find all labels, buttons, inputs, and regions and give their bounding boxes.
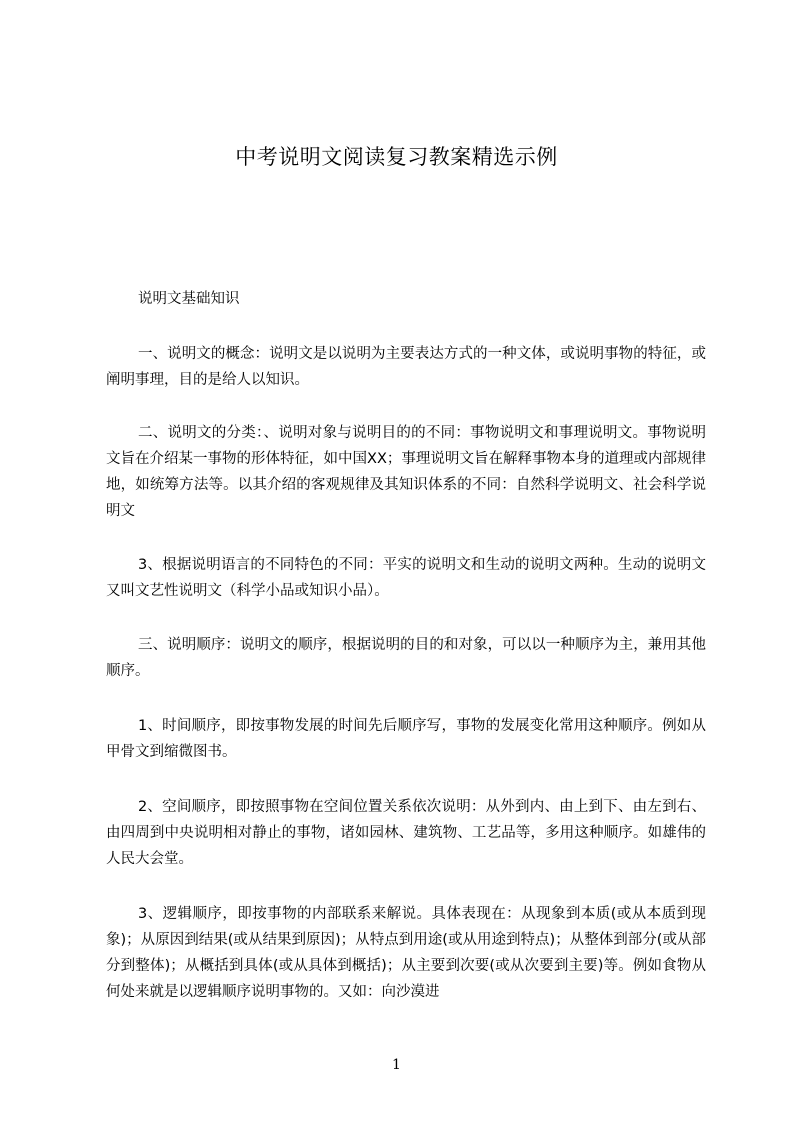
paragraph-explanation-order: 三、说明顺序：说明文的顺序，根据说明的目的和对象，可以以一种顺序为主，兼用其他顺序。 — [106, 637, 706, 679]
paragraph-concept: 一、说明文的概念：说明文是以说明为主要表达方式的一种文体，或说明事物的特征，或阐明事理，目的是给人以知识。 — [106, 346, 706, 388]
page-title: 中考说明文阅读复习教案精选示例 — [235, 145, 558, 169]
section-heading: 说明文基础知识 — [138, 291, 240, 307]
paragraph-language-style: 3、根据说明语言的不同特色的不同：平实的说明文和生动的说明文两种。生动的说明文又叫文艺性说明文（科学小品或知识小品）。 — [106, 557, 706, 599]
paragraph-time-order: 1、时间顺序，即按事物发展的时间先后顺序写，事物的发展变化常用这种顺序。例如从甲骨文到缩微图书。 — [106, 718, 706, 760]
paragraph-logic-order: 3、逻辑顺序，即按事物的内部联系来解说。具体表现在：从现象到本质(或从本质到现象)；从原因到结果(或从结果到原因)；从特点到用途(或从用途到特点)；从整体到部分(或从部分到整体)；从概括到具体(或从具体到概括)；从主要到次要(或从次要到主要)等。例如食物从何处来就是以逻辑顺序说明事物的。又如：向沙漠进 — [106, 906, 706, 1000]
paragraph-space-order: 2、空间顺序，即按照事物在空间位置关系依次说明：从外到内、由上到下、由左到右、由四周到中央说明相对静止的事物，诸如园林、建筑物、工艺品等，多用这种顺序。如雄伟的人民大会堂。 — [106, 799, 706, 867]
page-number: 1 — [392, 1057, 401, 1073]
paragraph-classification: 二、说明文的分类：、说明对象与说明目的的不同：事物说明文和事理说明文。事物说明文旨在介绍某一事物的形体特征，如中国XX；事理说明文旨在解释事物本身的道理或内部规律地，如统筹方法等。以其介绍的客观规律及其知识体系的不同：自然科学说明文、社会科学说明文 — [106, 425, 706, 519]
